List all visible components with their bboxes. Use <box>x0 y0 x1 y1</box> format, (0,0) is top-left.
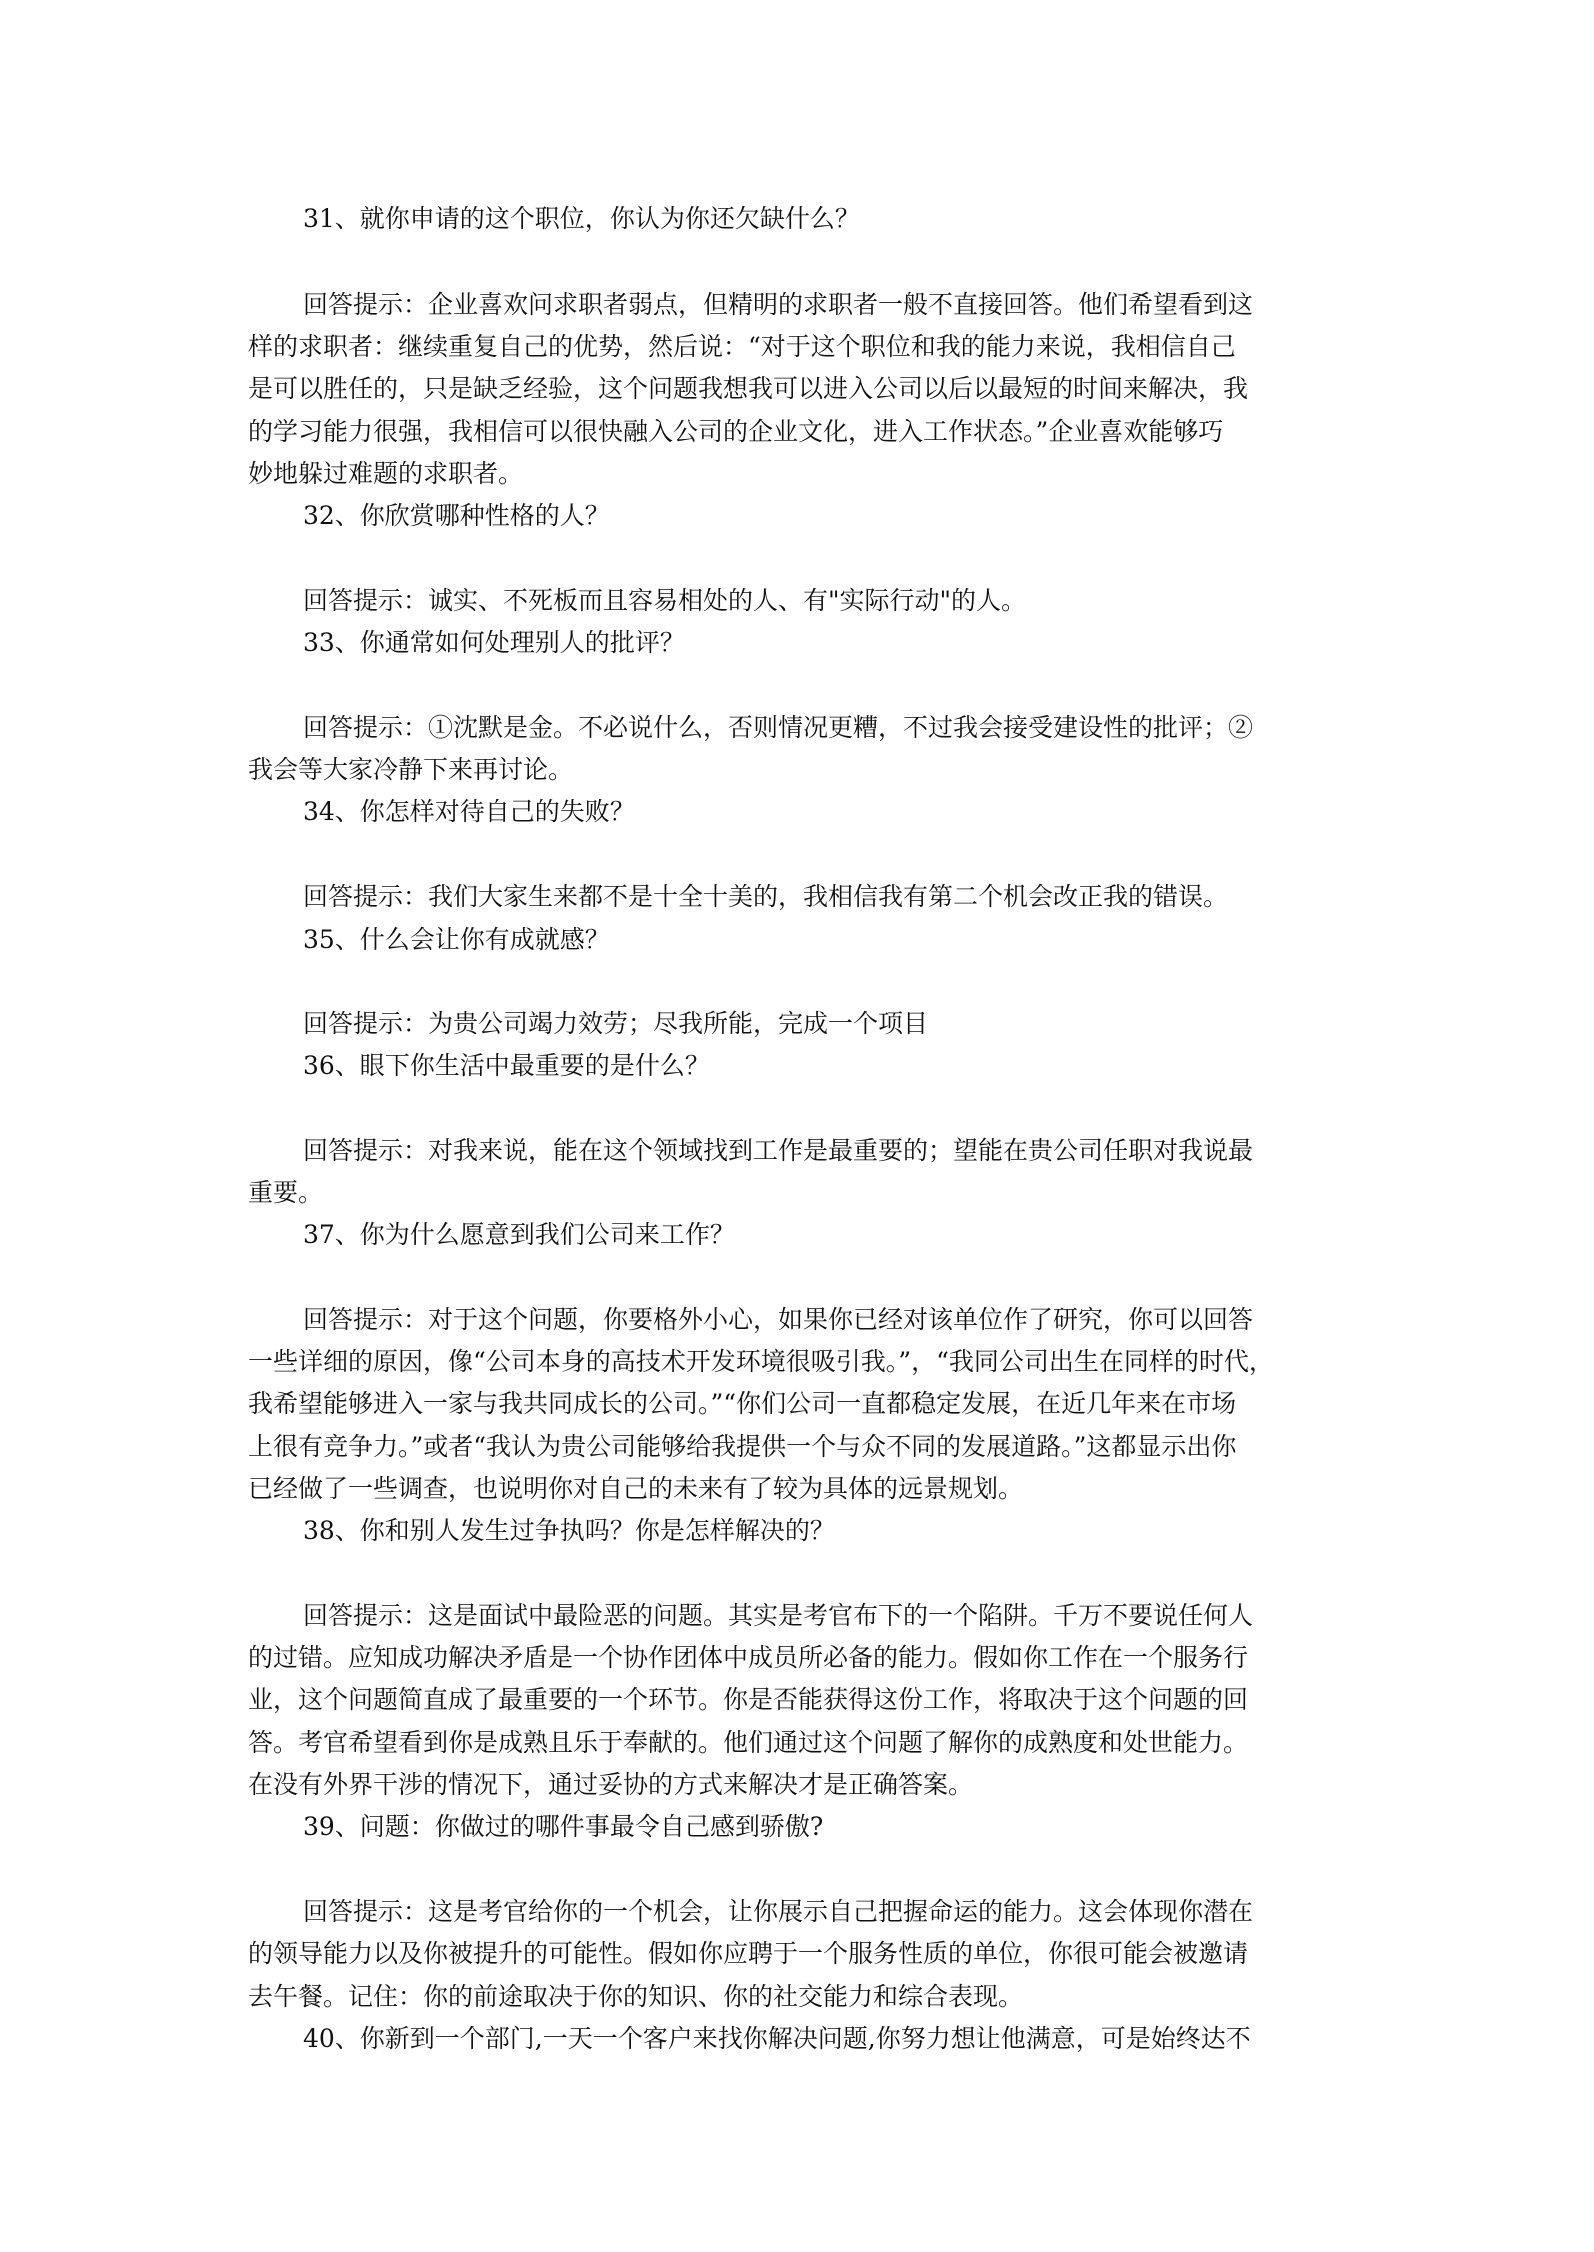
question-32: 32、你欣赏哪种性格的人？ <box>303 501 610 530</box>
question-35: 35、什么会让你有成就感？ <box>303 925 610 954</box>
answer-31-line-2: 样的求职者：继续重复自己的优势，然后说：“对于这个职位和我的能力来说，我相信自己 <box>248 332 1236 361</box>
answer-37-line-4: 上很有竞争力。”或者“我认为贵公司能够给我提供一个与众不同的发展道路。”这都显示出你 <box>248 1432 1237 1461</box>
answer-36-line-2: 重要。 <box>248 1178 324 1207</box>
answer-38-line-2: 的过错。应知成功解决矛盾是一个协作团体中成员所必备的能力。假如你工作在一个服务行 <box>248 1643 1249 1672</box>
answer-37-line-3: 我希望能够进入一家与我共同成长的公司。”“你们公司一直都稳定发展，在近几年来在市场 <box>248 1389 1237 1418</box>
answer-39-line-2: 的领导能力以及你被提升的可能性。假如你应聘于一个服务性质的单位，你很可能会被邀请 <box>248 1939 1249 1968</box>
answer-31-line-5: 妙地躲过难题的求职者。 <box>248 459 524 488</box>
answer-36-line-1: 回答提示：对我来说，能在这个领域找到工作是最重要的；望能在贵公司任职对我说最 <box>303 1136 1254 1165</box>
question-36: 36、眼下你生活中最重要的是什么？ <box>303 1051 710 1080</box>
question-31: 31、就你申请的这个职位，你认为你还欠缺什么？ <box>303 204 860 233</box>
answer-37-line-5: 已经做了一些调查，也说明你对自己的未来有了较为具体的远景规划。 <box>248 1474 1024 1503</box>
answer-38-line-3: 业，这个问题简直成了最重要的一个环节。你是否能获得这份工作，将取决于这个问题的回 <box>248 1685 1249 1714</box>
question-39: 39、问题：你做过的哪件事最令自己感到骄傲? <box>303 1812 824 1841</box>
question-38: 38、你和别人发生过争执吗？你是怎样解决的？ <box>303 1516 835 1545</box>
answer-39-line-1: 回答提示：这是考官给你的一个机会，让你展示自己把握命运的能力。这会体现你潜在 <box>303 1897 1254 1926</box>
answer-32-line-1: 回答提示：诚实、不死板而且容易相处的人、有"实际行动"的人。 <box>303 586 1027 615</box>
question-40: 40、你新到一个部门,一天一个客户来找你解决问题,你努力想让他满意，可是始终达不 <box>303 2024 1251 2053</box>
answer-34-line-1: 回答提示：我们大家生来都不是十全十美的，我相信我有第二个机会改正我的错误。 <box>303 882 1229 911</box>
answer-33-line-2: 我会等大家冷静下来再讨论。 <box>248 755 574 784</box>
answer-37-line-1: 回答提示：对于这个问题，你要格外小心，如果你已经对该单位作了研究，你可以回答 <box>303 1305 1254 1334</box>
question-37: 37、你为什么愿意到我们公司来工作？ <box>303 1220 735 1249</box>
answer-31-line-4: 的学习能力很强，我相信可以很快融入公司的企业文化，进入工作状态。”企业喜欢能够巧 <box>248 417 1224 446</box>
answer-37-line-2: 一些详细的原因，像“公司本身的高技术开发环境很吸引我。”，“我同公司出生在同样的时代， <box>248 1347 1274 1376</box>
answer-33-line-1: 回答提示：①沈默是金。不必说什么，否则情况更糟，不过我会接受建设性的批评；② <box>303 713 1254 742</box>
answer-38-line-1: 回答提示：这是面试中最险恶的问题。其实是考官布下的一个陷阱。千万不要说任何人 <box>303 1601 1254 1630</box>
answer-38-line-4: 答。考官希望看到你是成熟且乐于奉献的。他们通过这个问题了解你的成熟度和处世能力。 <box>248 1728 1249 1757</box>
answer-31-line-3: 是可以胜任的，只是缺乏经验，这个问题我想我可以进入公司以后以最短的时间来解决，我 <box>248 374 1249 403</box>
question-34: 34、你怎样对待自己的失败？ <box>303 797 635 826</box>
answer-35-line-1: 回答提示：为贵公司竭力效劳；尽我所能，完成一个项目 <box>303 1009 929 1038</box>
answer-39-line-3: 去午餐。记住：你的前途取决于你的知识、你的社交能力和综合表现。 <box>248 1982 1024 2011</box>
question-33: 33、你通常如何处理别人的批评？ <box>303 628 685 657</box>
answer-31-line-1: 回答提示：企业喜欢问求职者弱点，但精明的求职者一般不直接回答。他们希望看到这 <box>303 290 1254 319</box>
answer-38-line-5: 在没有外界干涉的情况下，通过妥协的方式来解决才是正确答案。 <box>248 1770 974 1799</box>
